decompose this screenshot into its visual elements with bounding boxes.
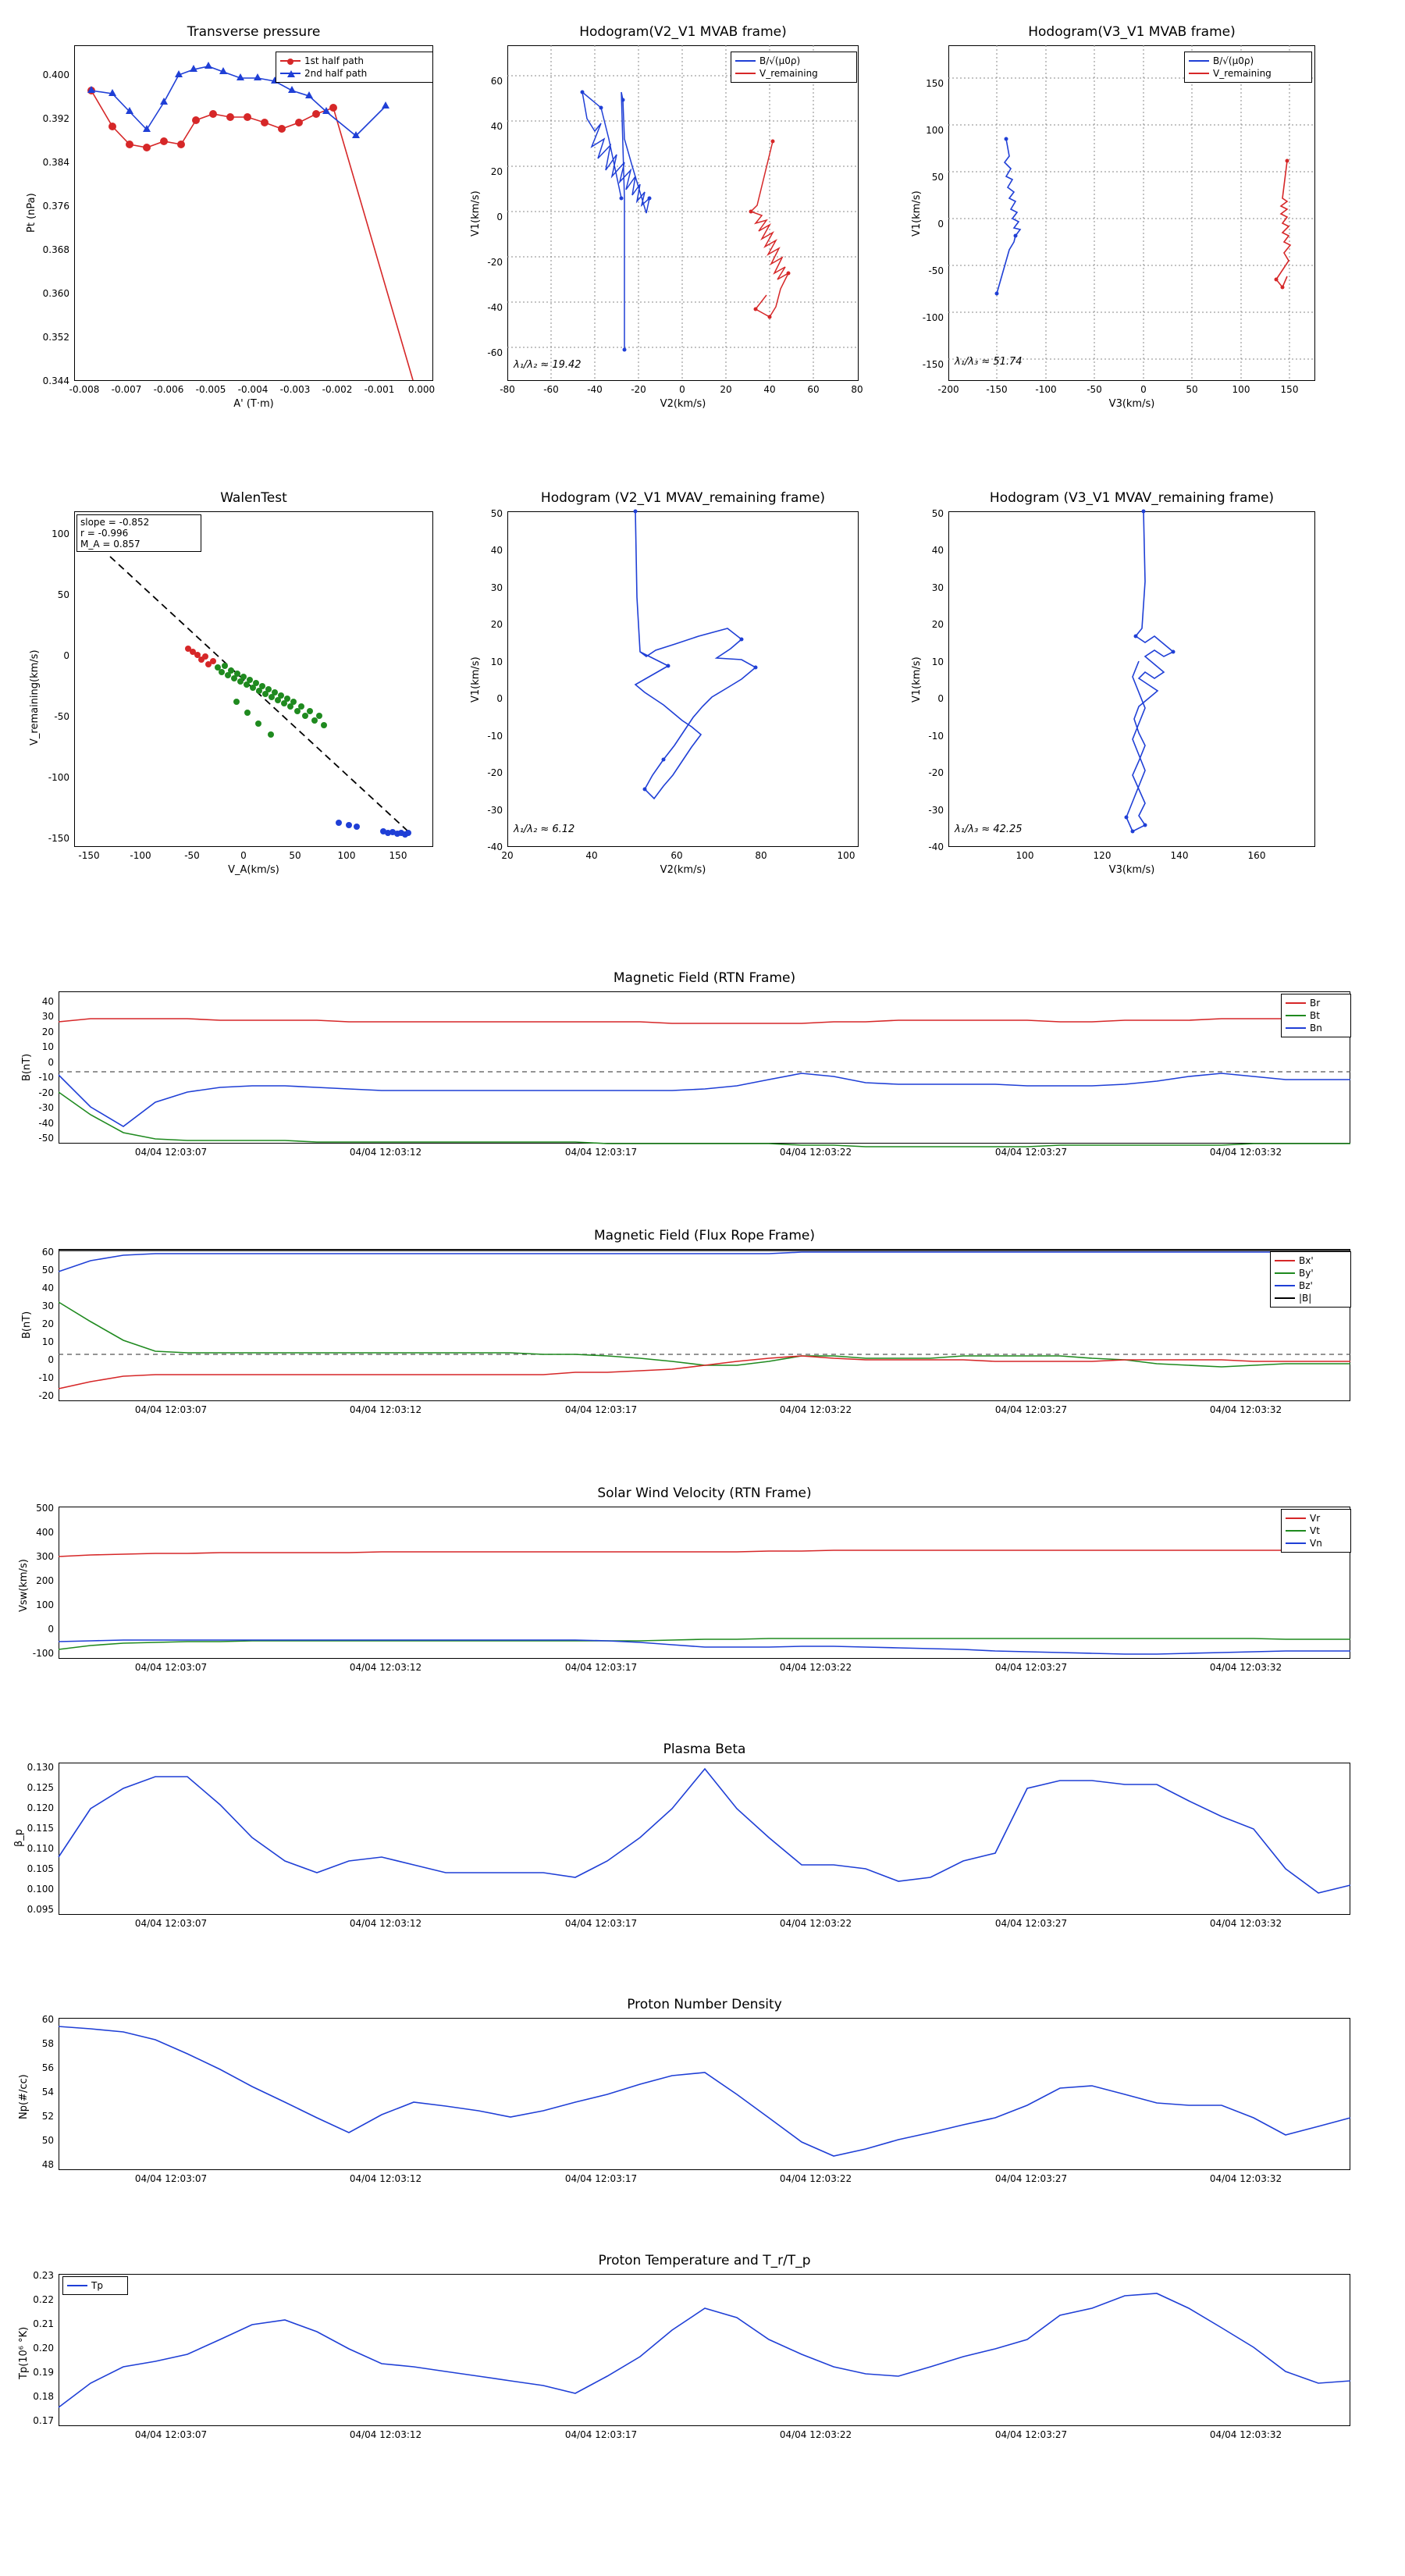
legend-item [1286,997,1346,1009]
y-tick: 0.130 [27,1762,54,1773]
x-tick: 0 [240,850,247,861]
y-tick: 50 [931,508,944,519]
x-tick: -0.001 [364,384,395,395]
x-axis-label: V_A(km/s) [228,864,279,876]
legend-label: V_remaining [759,68,818,79]
legend [1184,52,1312,83]
y-tick: 100 [52,528,69,539]
panel-hodogram-v3v1-mvab [911,24,1315,410]
x-tick: 04/04 12:03:22 [779,2173,852,2184]
y-tick: 0.368 [42,244,69,255]
x-tick: 04/04 12:03:12 [349,2429,422,2440]
y-tick: 0.344 [42,375,69,386]
y-tick: 30 [41,1300,54,1311]
y-tick: 200 [36,1575,54,1586]
panel-hodogram-v2v1-mvav [470,490,859,876]
y-tick: 60 [41,1247,54,1258]
y-tick: -100 [922,312,944,323]
panel-title: Hodogram (V3_V1 MVAV_remaining frame) [989,490,1275,506]
x-tick: 04/04 12:03:22 [779,1404,852,1415]
x-tick: 04/04 12:03:07 [134,1918,208,1929]
x-tick: 100 [337,850,356,861]
y-tick: 10 [41,1041,54,1052]
legend [62,2276,128,2295]
x-tick: 04/04 12:03:12 [349,1918,422,1929]
x-tick: 04/04 12:03:07 [134,2429,208,2440]
x-tick: -100 [130,850,151,861]
y-tick: 50 [490,508,503,519]
y-tick: 0.105 [27,1863,54,1874]
y-tick: 0.115 [27,1823,54,1834]
y-tick: 0 [496,212,503,222]
x-tick: 20 [501,850,514,861]
legend-item [1275,1279,1346,1292]
y-tick: -60 [487,347,503,358]
hodogram-curves [507,45,859,381]
panel-title: Solar Wind Velocity (RTN Frame) [597,1485,812,1501]
y-tick: -20 [928,767,944,778]
y-tick: 30 [41,1011,54,1022]
legend-item [1189,67,1307,80]
y-axis-label: β_p [13,1828,25,1847]
panel-proton-temperature [18,2253,1350,2440]
legend-item [1286,1537,1346,1550]
legend-item [1189,55,1307,67]
y-tick: 0 [48,1057,54,1068]
x-tick: 04/04 12:03:17 [564,1662,638,1673]
x-tick: 04/04 12:03:17 [564,2429,638,2440]
panel-proton-density [18,1997,1350,2184]
x-tick: 04/04 12:03:22 [779,1147,852,1158]
y-tick: 40 [490,121,503,132]
x-tick: 100 [837,850,855,861]
x-tick: 04/04 12:03:07 [134,2173,208,2184]
y-tick: 54 [41,2087,54,2097]
y-tick: 0 [48,1624,54,1635]
y-tick: -150 [922,359,944,370]
y-tick: 50 [41,1265,54,1276]
x-tick: -50 [1087,384,1102,395]
x-tick: 04/04 12:03:32 [1209,1404,1282,1415]
y-tick: -10 [38,1372,54,1383]
x-tick: 50 [289,850,301,861]
panel-hodogram-v2v1-mvab [470,24,863,410]
x-tick: 04/04 12:03:32 [1209,1147,1282,1158]
y-tick: -20 [38,1087,54,1098]
x-tick: 0 [1140,384,1147,395]
legend-label: Vt [1310,1525,1320,1536]
y-tick: 10 [490,656,503,667]
legend-swatch-line-icon [1275,1260,1295,1261]
panel-title: Hodogram(V3_V1 MVAB frame) [1028,24,1236,40]
x-tick: 20 [720,384,732,395]
y-tick: 48 [41,2159,54,2170]
x-tick: 04/04 12:03:27 [994,1404,1068,1415]
y-tick: -50 [928,265,944,276]
panel-hodogram-v3v1-mvav [911,490,1315,876]
legend-swatch-line-icon [1189,73,1209,74]
y-axis-label: V1(km/s) [911,656,923,703]
legend-label: By' [1299,1268,1314,1279]
x-tick: 04/04 12:03:32 [1209,2429,1282,2440]
y-tick: 0.23 [33,2270,54,2281]
legend-label: Vn [1310,1538,1322,1549]
y-tick: 500 [36,1503,54,1514]
y-tick: 10 [41,1336,54,1347]
legend-item [1286,1009,1346,1022]
y-tick: 20 [41,1026,54,1037]
y-tick: 0.376 [42,201,69,212]
y-tick: 0 [496,693,503,704]
legend-item [735,67,852,80]
x-tick: 140 [1170,850,1189,861]
legend [731,52,857,83]
panel-solar-wind-velocity [18,1485,1350,1673]
y-axis-label: B(nT) [21,1053,33,1081]
y-tick: 40 [41,996,54,1007]
y-tick: -10 [928,731,944,742]
legend [1281,1509,1351,1553]
y-tick: -30 [487,805,503,816]
y-tick: -40 [487,841,503,852]
y-axis-label: V_remaining(km/s) [29,649,41,745]
x-tick: 04/04 12:03:27 [994,2173,1068,2184]
panel-title: Transverse pressure [187,24,321,40]
fit-r: r = -0.996 [80,528,129,539]
y-tick: 10 [931,656,944,667]
y-tick: -10 [487,731,503,742]
x-tick: -50 [184,850,200,861]
y-tick: 0.125 [27,1782,54,1793]
y-tick: 50 [57,589,69,600]
y-tick: 30 [490,582,503,593]
x-tick: 04/04 12:03:32 [1209,1918,1282,1929]
x-tick: 04/04 12:03:07 [134,1662,208,1673]
y-axis-label: Pt (nPa) [26,193,37,233]
panel-title: Plasma Beta [663,1742,746,1757]
legend [1281,994,1351,1037]
legend-swatch-line-icon [1286,1542,1306,1544]
legend-item [1286,1525,1346,1537]
legend-item [735,55,852,67]
y-tick: 0 [63,650,69,661]
legend-item [1286,1512,1346,1525]
legend-item [1275,1267,1346,1279]
x-tick: 150 [389,850,407,861]
y-tick: 20 [490,619,503,630]
x-tick: -0.003 [279,384,311,395]
y-tick: 0.110 [27,1843,54,1854]
x-tick: 04/04 12:03:32 [1209,1662,1282,1673]
y-tick: 60 [490,76,503,87]
y-tick: 0.352 [42,332,69,343]
y-tick: 0.21 [33,2318,54,2329]
timeseries-curves [59,991,1350,1144]
timeseries-curves [59,2274,1350,2426]
legend-label: Bn [1310,1023,1322,1034]
legend-item [67,2279,123,2292]
eigenvalue-ratio-annotation: λ₁/λ₂ ≈ 6.12 [514,824,575,835]
legend-swatch-line-icon [1275,1297,1295,1299]
legend-label: 1st half path [304,55,365,66]
y-tick: -150 [48,833,69,844]
x-tick: -200 [937,384,959,395]
y-tick: 40 [490,545,503,556]
y-tick: 56 [41,2062,54,2073]
x-tick: 04/04 12:03:12 [349,1662,422,1673]
x-tick: 100 [1232,384,1250,395]
panel-magnetic-field-rtn [21,970,1350,1158]
y-tick: 0.100 [27,1884,54,1895]
x-tick: 04/04 12:03:22 [779,1662,852,1673]
y-tick: 50 [41,2135,54,2146]
y-axis-label: V1(km/s) [911,190,923,237]
panel-title: Hodogram(V2_V1 MVAB frame) [579,24,787,40]
y-tick: 0.095 [27,1904,54,1915]
x-tick: 40 [763,384,776,395]
y-tick: -40 [928,841,944,852]
panel-title: Proton Temperature and T_r/T_p [598,2253,811,2268]
legend-item [1286,1022,1346,1034]
eigenvalue-ratio-annotation: λ₁/λ₂ ≈ 19.42 [514,359,582,371]
y-tick: 150 [926,78,944,89]
panel-plasma-beta [13,1742,1350,1929]
legend [1270,1251,1351,1308]
y-tick: -30 [38,1102,54,1113]
timeseries-curves [59,2018,1350,2170]
x-tick: 04/04 12:03:12 [349,1404,422,1415]
y-tick: -10 [38,1072,54,1083]
x-tick: 04/04 12:03:32 [1209,2173,1282,2184]
y-tick: 20 [490,166,503,177]
y-tick: -20 [38,1390,54,1401]
y-axis-label: V1(km/s) [470,656,482,703]
y-tick: 0 [937,693,944,704]
hodogram-curves [507,511,859,847]
y-tick: 20 [931,619,944,630]
y-tick: 40 [41,1283,54,1293]
x-tick: -60 [543,384,559,395]
panel-title: Proton Number Density [627,1997,782,2012]
x-tick: 60 [807,384,820,395]
x-tick: 04/04 12:03:12 [349,1147,422,1158]
y-tick: 0.392 [42,113,69,124]
x-tick: -20 [631,384,646,395]
x-tick: 150 [1280,384,1299,395]
y-tick: 20 [41,1318,54,1329]
eigenvalue-ratio-annotation: λ₁/λ₃ ≈ 42.25 [955,824,1023,835]
y-tick: 40 [931,545,944,556]
legend-label: |B| [1299,1293,1312,1304]
x-tick: 04/04 12:03:07 [134,1404,208,1415]
y-axis-label: Tp(10⁶ °K) [18,2326,30,2379]
x-tick: -0.004 [237,384,269,395]
legend-swatch-line-icon [1275,1285,1295,1286]
legend-label: Vr [1310,1513,1321,1524]
timeseries-curves [59,1763,1350,1915]
panel-title: WalenTest [220,490,287,506]
y-tick: -100 [48,772,69,783]
legend-swatch-line-icon [1286,1002,1306,1004]
x-tick: 04/04 12:03:17 [564,1918,638,1929]
timeseries-curves [59,1507,1350,1659]
x-tick: 04/04 12:03:17 [564,2173,638,2184]
x-tick: 04/04 12:03:07 [134,1147,208,1158]
x-tick: 04/04 12:03:22 [779,2429,852,2440]
x-tick: -150 [986,384,1008,395]
x-tick: 0 [679,384,685,395]
legend-swatch-line-icon [735,60,756,62]
y-tick: -100 [32,1648,54,1659]
x-tick: 80 [755,850,767,861]
x-tick: 04/04 12:03:12 [349,2173,422,2184]
panel-title: Hodogram (V2_V1 MVAV_remaining frame) [540,490,826,506]
x-tick: -0.006 [153,384,184,395]
x-tick: 60 [670,850,683,861]
legend-label: Tp [91,2280,103,2291]
hodogram-curves [948,45,1315,381]
x-tick: 80 [851,384,863,395]
x-tick: 50 [1186,384,1198,395]
fit-slope: slope = -0.852 [80,517,150,528]
y-tick: -30 [928,805,944,816]
x-axis-label: V3(km/s) [1108,398,1155,410]
x-tick: -0.008 [69,384,100,395]
y-tick: -40 [487,302,503,313]
legend-swatch-circle-icon [280,60,301,62]
y-tick: 0 [937,219,944,229]
y-tick: 0.22 [33,2294,54,2305]
x-tick: 04/04 12:03:27 [994,1662,1068,1673]
legend-item [280,55,429,67]
y-tick: 0.17 [33,2415,54,2426]
y-tick: -50 [54,711,69,722]
y-axis-label: Np(#/cc) [18,2074,30,2119]
x-axis-label: V3(km/s) [1108,864,1155,876]
y-tick: 400 [36,1527,54,1538]
x-tick: -100 [1035,384,1057,395]
x-axis-label: V2(km/s) [660,864,706,876]
x-tick: 0.000 [407,384,436,395]
x-tick: 04/04 12:03:27 [994,2429,1068,2440]
y-tick: 60 [41,2014,54,2025]
y-tick: 0.19 [33,2367,54,2378]
y-tick: 30 [931,582,944,593]
legend-swatch-line-icon [1286,1517,1306,1519]
y-tick: 0.20 [33,2343,54,2354]
legend-item [1275,1254,1346,1267]
y-tick: 100 [36,1599,54,1610]
y-tick: 100 [926,125,944,136]
y-tick: 0 [48,1354,54,1365]
y-tick: -40 [38,1118,54,1129]
y-tick: 0.18 [33,2391,54,2402]
legend-swatch-line-icon [1286,1015,1306,1016]
timeseries-curves [59,1249,1350,1401]
y-axis-label: B(nT) [21,1311,33,1339]
hodogram-curves [948,511,1315,847]
x-tick: 04/04 12:03:17 [564,1147,638,1158]
panel-magnetic-field-fluxrope [21,1228,1350,1415]
legend-swatch-line-icon [1275,1272,1295,1274]
y-tick: 58 [41,2038,54,2049]
y-tick: -50 [38,1133,54,1144]
eigenvalue-ratio-annotation: λ₁/λ₃ ≈ 51.74 [955,356,1023,368]
walen-fit-annotation [76,514,201,552]
legend-label: Bx' [1299,1255,1314,1266]
x-tick: -150 [78,850,100,861]
x-tick: 160 [1247,850,1266,861]
x-tick: -0.005 [195,384,226,395]
transverse-pressure-curves [74,45,433,381]
legend-swatch-line-icon [1189,60,1209,62]
legend-label: Bt [1310,1010,1320,1021]
panel-transverse-pressure [26,24,436,410]
legend-item [280,67,429,80]
legend-label: B/√(μ0ρ) [759,55,801,66]
x-axis-label: V2(km/s) [660,398,706,410]
x-tick: 04/04 12:03:22 [779,1918,852,1929]
y-tick: 0.384 [42,157,69,168]
x-axis-label: A' (T·m) [233,398,274,410]
y-axis-label: V1(km/s) [470,190,482,237]
walen-scatter [74,511,433,847]
legend-swatch-line-icon [1286,1027,1306,1029]
x-tick: 04/04 12:03:17 [564,1404,638,1415]
y-tick: 0.360 [42,288,69,299]
y-tick: 50 [931,172,944,183]
legend-label: Bz' [1299,1280,1313,1291]
x-tick: 100 [1016,850,1034,861]
legend-swatch-line-icon [67,2285,87,2286]
legend-label: B/√(μ0ρ) [1213,55,1254,66]
y-tick: 52 [41,2111,54,2122]
legend-item [1275,1292,1346,1304]
y-tick: 300 [36,1551,54,1562]
legend-label: 2nd half path [304,68,368,79]
legend-swatch-triangle-icon [280,73,301,74]
legend-swatch-line-icon [1286,1530,1306,1532]
x-tick: -0.002 [322,384,353,395]
x-tick: -80 [500,384,515,395]
x-tick: -0.007 [111,384,142,395]
panel-title: Magnetic Field (RTN Frame) [613,970,796,986]
y-tick: -20 [487,767,503,778]
legend-swatch-line-icon [735,73,756,74]
legend-label: Br [1310,998,1321,1009]
fit-ma: M_A = 0.857 [80,539,140,550]
x-tick: 04/04 12:03:27 [994,1147,1068,1158]
x-tick: -40 [587,384,603,395]
panel-walen-test [29,490,433,876]
legend [276,52,433,83]
x-tick: 04/04 12:03:27 [994,1918,1068,1929]
y-tick: 0.120 [27,1802,54,1813]
y-tick: 0.400 [42,69,69,80]
panel-title: Magnetic Field (Flux Rope Frame) [594,1228,815,1244]
y-tick: -20 [487,257,503,268]
x-tick: 40 [585,850,598,861]
y-axis-label: Vsw(km/s) [18,1559,30,1612]
legend-label: V_remaining [1213,68,1272,79]
x-tick: 120 [1093,850,1112,861]
